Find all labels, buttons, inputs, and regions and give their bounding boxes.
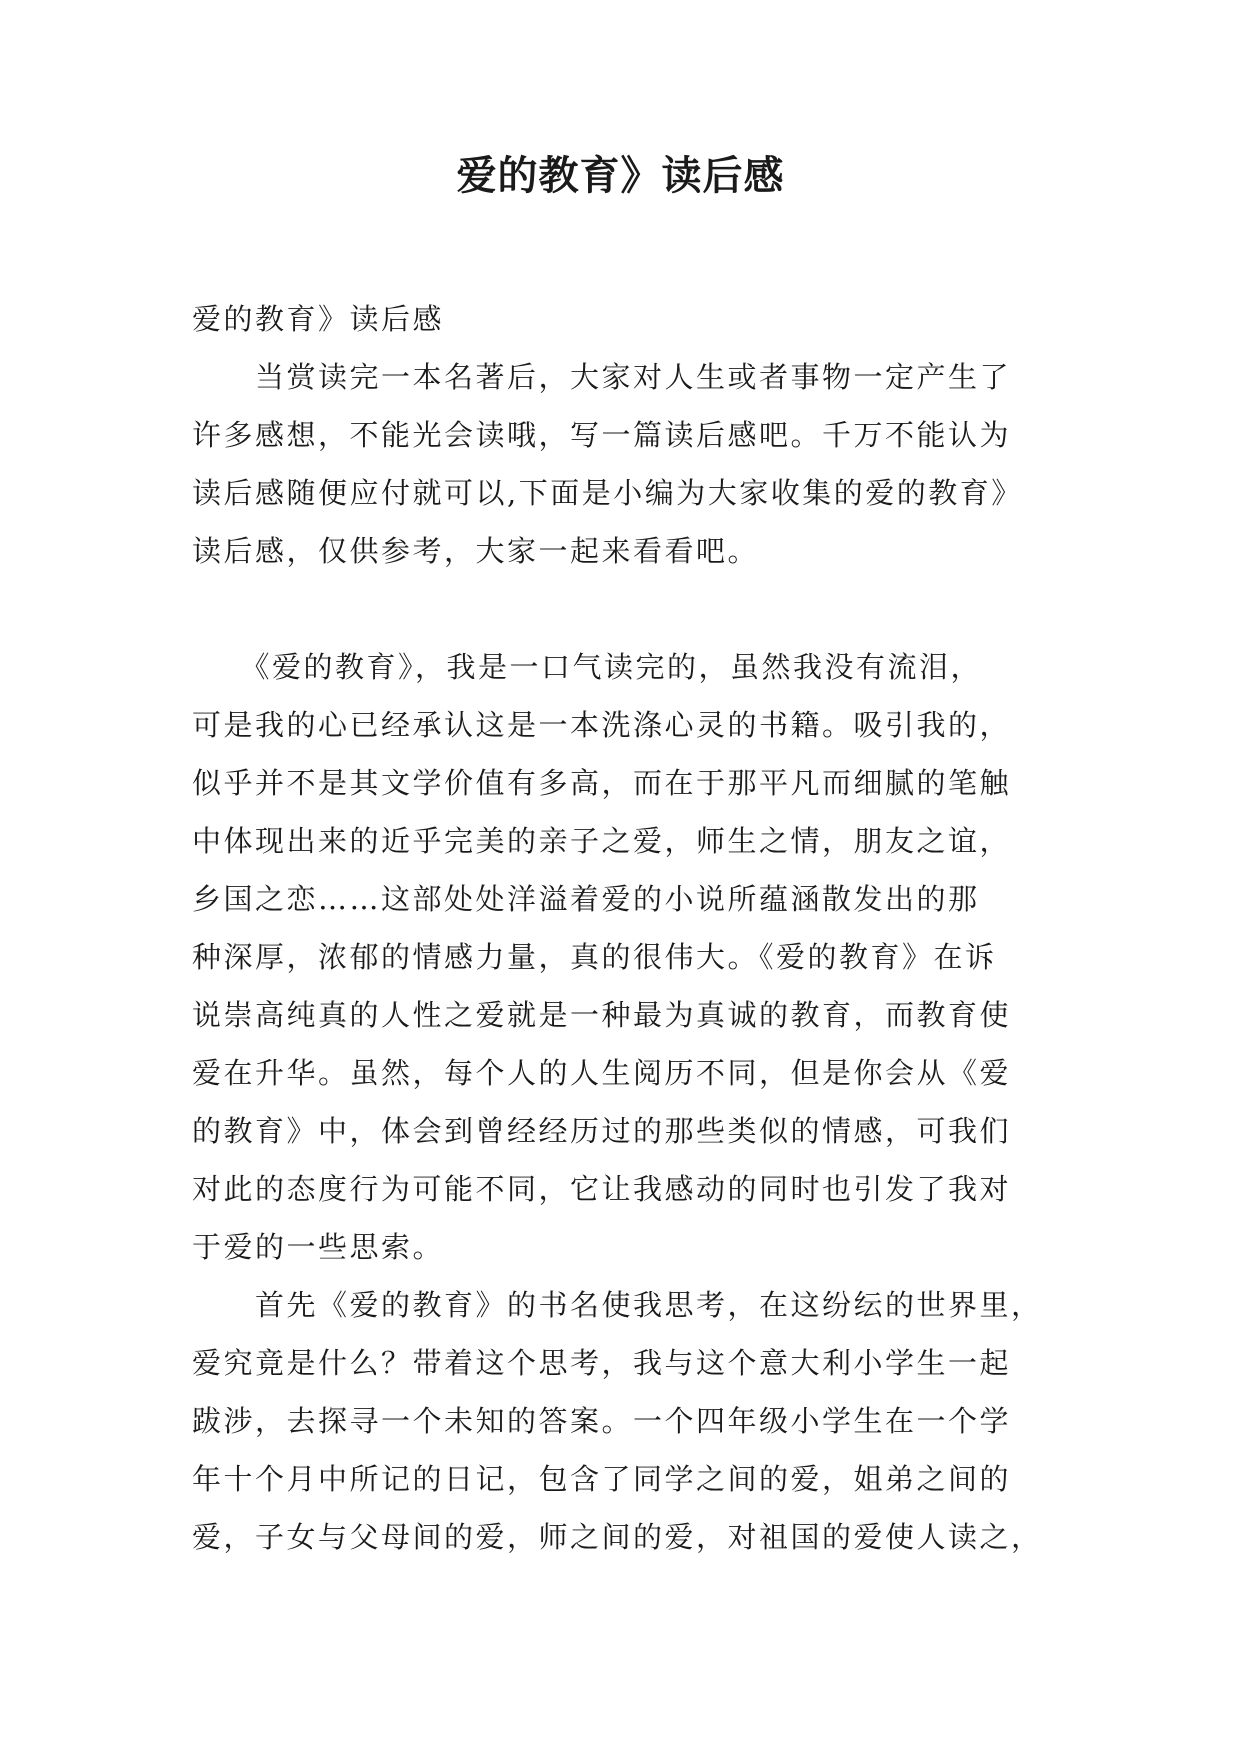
text-line: 爱，子女与父母间的爱，师之间的爱，对祖国的爱使人读之， (192, 1520, 1043, 1554)
paragraph-intro (192, 348, 1052, 580)
text-line: 跋涉，去探寻一个未知的答案。一个四年级小学生在一个学 (192, 1404, 1012, 1438)
text-line: 《爱的教育》，我是一口气读完的，虽然我没有流泪， (192, 650, 983, 684)
paragraph-body-1 (192, 638, 1052, 1276)
text-line: 许多感想，不能光会读哦，写一篇读后感吧。千万不能认为 (192, 418, 1012, 452)
text-line: 可是我的心已经承认这是一本洗涤心灵的书籍。吸引我的， (192, 708, 1012, 742)
text-line: 首先《爱的教育》的书名使我思考，在这纷纭的世界里， (192, 1288, 1043, 1322)
document-title: 爱的教育》读后感 (456, 153, 785, 199)
paragraph-body-2 (192, 1276, 1052, 1566)
text-line: 说崇高纯真的人性之爱就是一种最为真诚的教育，而教育使 (192, 998, 1012, 1032)
text-line: 读后感随便应付就可以,下面是小编为大家收集的爱的教育》 (192, 476, 1023, 510)
text-line: 乡国之恋……这部处处洋溢着爱的小说所蕴涵散发出的那 (192, 882, 980, 916)
text-line: 年十个月中所记的日记，包含了同学之间的爱，姐弟之间的 (192, 1462, 1012, 1496)
text-line: 爱究竟是什么？带着这个思考，我与这个意大利小学生一起 (192, 1346, 1012, 1380)
text-line: 中体现出来的近乎完美的亲子之爱，师生之情，朋友之谊， (192, 824, 1012, 858)
blank-line (192, 580, 1052, 638)
text-line: 似乎并不是其文学价值有多高，而在于那平凡而细腻的笔触 (192, 766, 1012, 800)
text-line: 爱在升华。虽然，每个人的人生阅历不同，但是你会从《爱 (192, 1056, 1012, 1090)
text-line: 读后感，仅供参考，大家一起来看看吧。 (192, 534, 760, 568)
text-line: 的教育》中，体会到曾经经历过的那些类似的情感，可我们 (192, 1114, 1012, 1148)
text-line: 种深厚，浓郁的情感力量，真的很伟大。《爱的教育》在诉 (192, 940, 997, 974)
text-line: 对此的态度行为可能不同，它让我感动的同时也引发了我对 (192, 1172, 1012, 1206)
document-subtitle: 爱的教育》读后感 (192, 302, 445, 336)
text-line: 于爱的一些思索。 (192, 1230, 445, 1264)
text-line: 当赏读完一本名著后，大家对人生或者事物一定产生了 (192, 360, 1012, 394)
document-body (192, 290, 1052, 1566)
